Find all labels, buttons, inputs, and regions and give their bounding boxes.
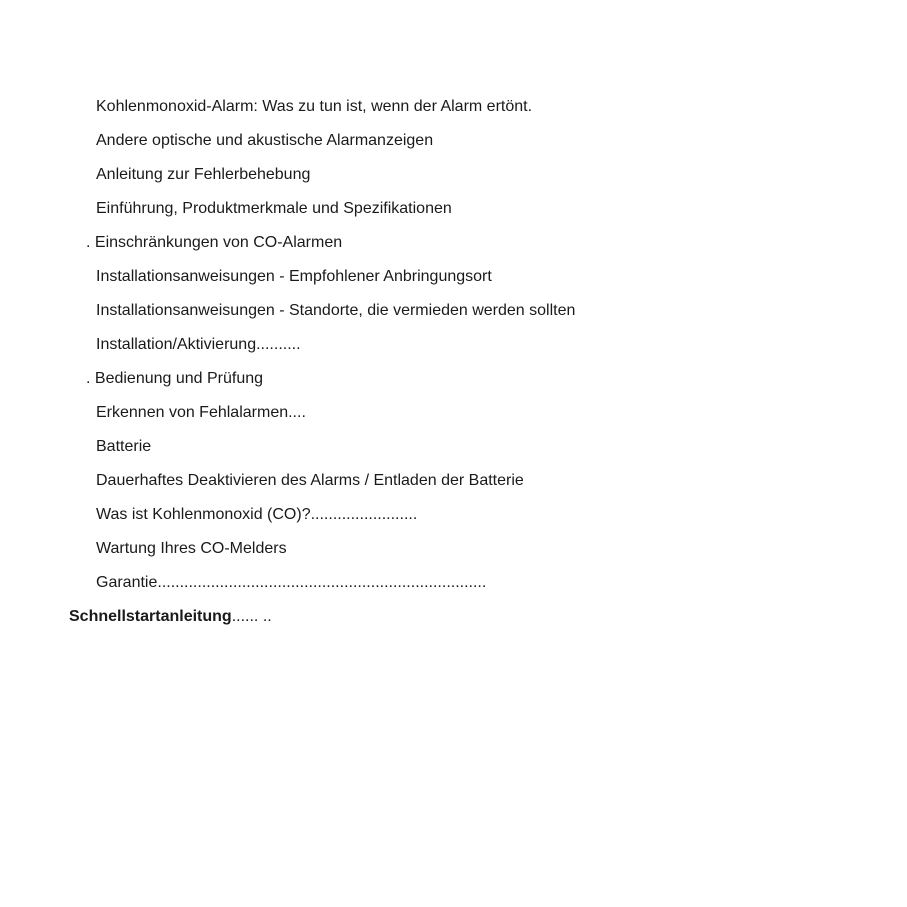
toc-main-heading-label: Schnellstartanleitung: [69, 608, 232, 625]
toc-entry[interactable]: [0, 502, 907, 536]
toc-entry[interactable]: [0, 196, 907, 230]
toc-entry[interactable]: [0, 366, 907, 400]
toc-main-heading-leader: ...... ..: [231, 608, 272, 625]
toc-main-heading-text: [69, 604, 272, 630]
toc-entry[interactable]: [0, 434, 907, 468]
table-of-contents: [0, 94, 907, 638]
toc-entry[interactable]: [0, 230, 907, 264]
toc-main-heading[interactable]: [0, 604, 907, 638]
toc-entry-label: Batterie: [96, 438, 152, 455]
toc-entry-label: Kohlenmonoxid-Alarm: Was zu tun ist, wenn der Alarm ertönt.: [96, 98, 533, 115]
toc-entry[interactable]: [0, 94, 907, 128]
toc-entry-label: Einführung, Produktmerkmale und Spezifikationen: [96, 200, 452, 217]
toc-entry[interactable]: [0, 264, 907, 298]
toc-entry-label: Garantie..........................................................................: [96, 574, 487, 591]
toc-entry-label: Installationsanweisungen - Empfohlener Anbringungsort: [96, 268, 492, 285]
toc-entry-label: . Einschränkungen von CO-Alarmen: [86, 234, 343, 251]
toc-entry[interactable]: [0, 162, 907, 196]
toc-entry[interactable]: [0, 332, 907, 366]
toc-entry-label: Erkennen von Fehlalarmen....: [96, 404, 306, 421]
toc-entry-label: Wartung Ihres CO-Melders: [96, 540, 287, 557]
toc-entry[interactable]: [0, 128, 907, 162]
toc-entry-label: Installation/Aktivierung..........: [96, 336, 301, 353]
toc-entry-label: Andere optische und akustische Alarmanzeigen: [96, 132, 434, 149]
toc-entry-label: . Bedienung und Prüfung: [86, 370, 264, 387]
toc-entry-label: Was ist Kohlenmonoxid (CO)?........................: [96, 506, 418, 523]
toc-entry[interactable]: [0, 570, 907, 604]
toc-entry[interactable]: [0, 468, 907, 502]
toc-entry-label: Anleitung zur Fehlerbehebung: [96, 166, 311, 183]
toc-entry-label: Installationsanweisungen - Standorte, die vermieden werden sollten: [96, 302, 576, 319]
toc-entry[interactable]: [0, 400, 907, 434]
toc-entry-label: Dauerhaftes Deaktivieren des Alarms / Entladen der Batterie: [96, 472, 524, 489]
toc-entry[interactable]: [0, 536, 907, 570]
toc-entry[interactable]: [0, 298, 907, 332]
